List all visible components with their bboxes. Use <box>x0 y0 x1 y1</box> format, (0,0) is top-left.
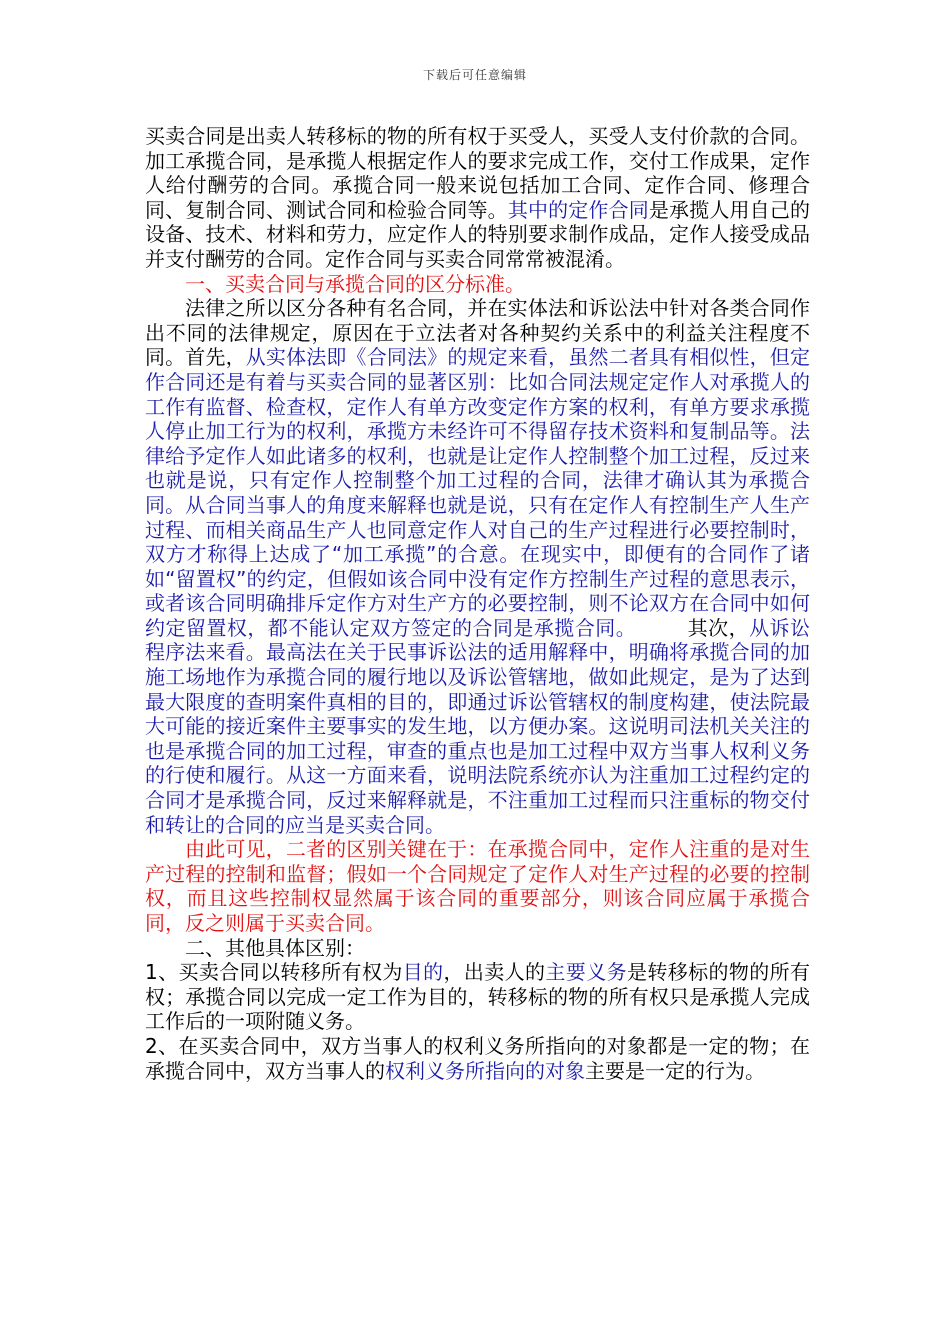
intro-tail: 是承揽人用自己的设备、技术、材料和劳力，应定作人的特别要求制作成品，定作人接受成品并支付酬劳的合同。定作合同与买卖合同常常被混淆。 <box>145 197 810 271</box>
item1-text-e: 是转移标的物的所有权；承揽合同以完成一定工作为目的，转移标的物的所有权只是承揽人完成工作后的一项附随义务。 <box>145 960 811 1034</box>
item1-text-c: ，出卖人的 <box>443 960 546 985</box>
item1-text-a: 1、买卖合同以转移所有权为 <box>145 960 403 985</box>
section1-secondly: 其次， <box>626 615 750 640</box>
header-note: 下载后可任意编辑 <box>422 68 527 82</box>
item2-text-a: 2、在买卖合同中，双方当事人的权利义务所指向的对象都是一定的物；在承揽合同中，双方当事人的 <box>145 1033 810 1083</box>
intro-text: 买卖合同是出卖人转移标的物的所有权于买受人，买受人支付价款的合同。加工承揽合同，是承揽人根据定作人的要求完成工作，交付工作成果，定作人给付酬劳的合同。承揽合同一般来说包括加工合同、定作合同、修理合同、复制合同、测试合同和检验合同等。 <box>145 124 810 222</box>
section1-heading: 一、买卖合同与承揽合同的区分标准。 <box>185 271 525 296</box>
item2-text-c: 主要是一定的行为。 <box>585 1058 765 1083</box>
section1-text: 法律之所以区分各种有名合同，并在实体法和诉讼法中针对各类合同作出不同的法律规定，原因在于立法者对各种契约关系中的利益关注程度不同。首先， <box>145 296 810 370</box>
intro-highlight: 其中的定作合同 <box>507 197 649 222</box>
intro-paragraph <box>145 124 810 272</box>
section1-conclusion: 由此可见，二者的区别关键在于：在承揽合同中，定作人注重的是对生产过程的控制和监督；假如一个合同规定了定作人对生产过程的必要的控制权，而且这些控制权显然属于该合同的重要部分，则该合同应属于承揽合同，反之则属于买卖合同。 <box>145 837 810 935</box>
section1-procedural-law: 从诉讼程序法来看。最高法在关于民事诉讼法的适用解释中，明确将承揽合同的加施工场地作为承揽合同的履行地以及诉讼管辖地，做如此规定，是为了达到最大限度的查明案件真相的目的，即通过诉讼管辖权的制度构建，使法院最大可能的接近案件主要事实的发生地，以方便办案。这说明司法机关关注的也是承揽合同的加工过程，审查的重点也是加工过程中双方当事人权利义务的行使和履行。从这一方面来看，说明法院系统亦认为注重加工过程约定的合同才是承揽合同，反过来解释就是，不注重加工过程而只注重标的物交付和转让的合同的应当是买卖合同。 <box>145 615 810 837</box>
item1-highlight-purpose: 目的 <box>402 960 444 985</box>
document-body <box>145 124 810 1083</box>
item2-highlight-object: 权利义务所指向的对象 <box>385 1058 585 1083</box>
section2-heading: 二、其他具体区别： <box>185 935 365 960</box>
section2-item-1 <box>145 960 810 1034</box>
item1-highlight-duty: 主要义务 <box>545 960 627 985</box>
section2-item-2 <box>145 1034 810 1083</box>
section1-substantive-law: 从实体法即《合同法》的规定来看，虽然二者具有相似性，但定作合同还是有着与买卖合同的显著区别：比如合同法规定定作人对承揽人的工作有监督、检查权，定作人有单方改变定作方案的权利，有单方要求承揽人停止加工行为的权利，承揽方未经许可不得留存技术资料和复制品等。法律给予定作人如此诸多的权利，也就是让定作人控制整个加工过程，反过来也就是说，只有定作人控制整个加工过程的合同，法律才确认其为承揽合同。从合同当事人的角度来解释也就是说，只有在定作人有控制生产人生产过程、而相关商品生产人也同意定作人对自己的生产过程进行必要控制时，双方才称得上达成了“加工承揽”的合意。在现实中，即便有的合同作了诸如“留置权”的约定，但假如该合同中没有定作方控制生产过程的意思表示，或者该合同明确排斥定作方对生产方的必要控制，则不论双方在合同中如何约定留置权，都不能认定双方签定的合同是承揽合同。 <box>145 345 810 640</box>
section1-paragraph <box>145 296 810 837</box>
